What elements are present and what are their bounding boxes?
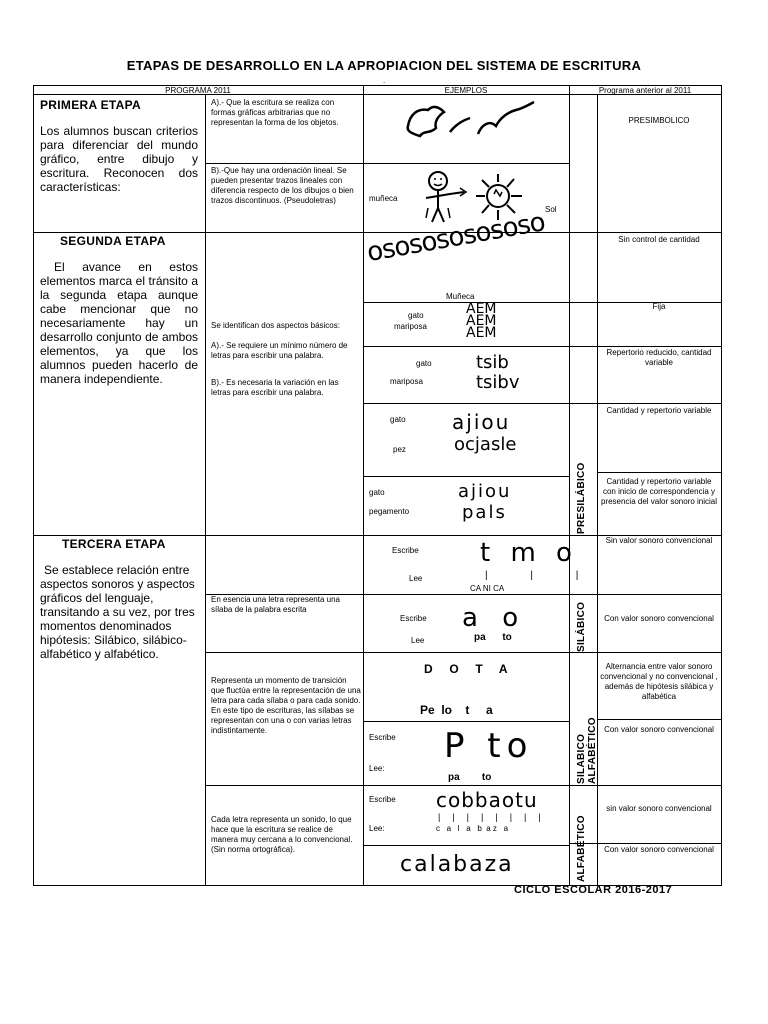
reading-calabaza: c a l a b a z a bbox=[436, 824, 509, 833]
reading-caniCA: CA NI CA bbox=[470, 584, 505, 593]
example-label-gato-1: gato bbox=[408, 311, 424, 320]
example-label-gato-4: gato bbox=[369, 488, 385, 497]
handwriting-tmo: t m o bbox=[480, 538, 578, 568]
example-label-pegamento: pegamento bbox=[369, 507, 410, 516]
vertical-label-presilabico: PRESILÁBICO bbox=[576, 462, 587, 534]
prev-fija: Fija bbox=[652, 302, 666, 311]
handwriting-ao: a o bbox=[462, 603, 527, 633]
example-label-gato-2: gato bbox=[416, 359, 432, 368]
prev-con-valor-sonoro-2: Con valor sonoro convencional bbox=[604, 725, 714, 734]
reading-marks-1: | | | bbox=[485, 570, 599, 581]
handwriting-ajiou-1: ajiou bbox=[452, 410, 511, 434]
vertical-label-silabico: SILÁBICO bbox=[576, 601, 587, 652]
segunda-desc-intro: Se identifican dos aspectos básicos: bbox=[211, 321, 340, 330]
reading-pato-1: pa to bbox=[474, 632, 512, 643]
footer-ciclo-escolar: CICLO ESCOLAR 2016-2017 bbox=[514, 884, 673, 896]
reading-marks-2: |||||||| bbox=[438, 812, 553, 822]
handwriting-ocjasle: ocjasle bbox=[454, 434, 517, 455]
primera-etapa-text: Los alumnos buscan criterios para diferenciar del mundo gráfico, entre dibujo y escritura. Reconocen dos características: bbox=[40, 124, 198, 194]
prev-cantidad-repertorio-inicio: Cantidad y repertorio variable con inicio de correspondencia y presencia del valor sonoro inicial bbox=[600, 477, 718, 506]
primera-etapa-title: PRIMERA ETAPA bbox=[40, 98, 142, 112]
tercera-etapa-text: Se establece relación entre aspectos sonoros y aspectos gráficos del lenguaje, transitando a su vez, por tres momentos denominados hipótesis: Silábico, silábico-alfabético y alfabético. bbox=[40, 563, 195, 661]
vertical-label-silabico-alfabetico: SILABICO ALFABÉTICO bbox=[576, 717, 598, 784]
example-label-sol: Sol bbox=[545, 205, 557, 214]
handwriting-aem-line: AEM bbox=[466, 325, 497, 341]
handwriting-pseudoletras: ososososososo bbox=[364, 207, 547, 268]
label-lee-4: Lee: bbox=[369, 824, 385, 833]
tercera-desc-alfabetico: Cada letra representa un sonido, lo que hace que la escritura se realice de manera muy cercana a lo convencional. (Sin norma ortográfica). bbox=[211, 815, 353, 854]
label-lee-3: Lee: bbox=[369, 764, 385, 773]
header-programa-anterior: Programa anterior al 2011 bbox=[598, 86, 692, 95]
primera-desc-a: A).- Que la escritura se realiza con formas gráficas arbitrarias que no representan la forma de los objetos. bbox=[211, 98, 339, 127]
stick-figure-drawing bbox=[420, 170, 468, 228]
reading-pato-2: pa to bbox=[448, 772, 492, 783]
example-dota: D O T A bbox=[424, 662, 508, 676]
example-label-mariposa-2: mariposa bbox=[390, 377, 423, 386]
segunda-etapa-title: SEGUNDA ETAPA bbox=[60, 234, 166, 248]
label-escribe-1: Escribe bbox=[392, 546, 419, 555]
segunda-etapa-text: El avance en estos elementos marca el tránsito a la segunda etapa aunque cabe mencionar que no necesariamente hay un desarrollo conjunto de ambos elementos, ya que los alumnos pueden hacerlo de manera independiente. bbox=[40, 260, 198, 386]
scribble-drawing bbox=[400, 100, 540, 146]
label-lee-2: Lee bbox=[411, 636, 425, 645]
prev-sin-valor-sonoro-1: Sin valor sonoro convencional bbox=[605, 536, 713, 545]
segunda-desc-a: A).- Se requiere un mínimo número de letras para escribir una palabra. bbox=[211, 341, 348, 360]
handwriting-tsibv: tsibv bbox=[476, 372, 520, 393]
handwriting-calabaza: calabaza bbox=[400, 852, 514, 877]
example-label-gato-3: gato bbox=[390, 415, 406, 424]
handwriting-aem-line: AEM bbox=[466, 313, 497, 329]
header-programa-2011: PROGRAMA 2011 bbox=[165, 86, 231, 95]
prev-presimbolico: PRESIMBOLICO bbox=[628, 116, 690, 125]
segunda-desc-b: B).- Es necesaria la variación en las letras para escribir una palabra. bbox=[211, 378, 339, 397]
example-label-pez: pez bbox=[393, 445, 406, 454]
prev-repertorio-reducido: Repertorio reducido, cantidad variable bbox=[606, 348, 712, 367]
label-escribe-2: Escribe bbox=[400, 614, 427, 623]
prev-sin-control-cantidad: Sin control de cantidad bbox=[618, 235, 700, 244]
example-pelota: Pe lo t a bbox=[420, 703, 493, 717]
label-lee-1: Lee bbox=[409, 574, 423, 583]
tercera-etapa-title: TERCERA ETAPA bbox=[62, 537, 166, 551]
handwriting-ajiou-2: ajiou bbox=[458, 481, 512, 502]
header-ejemplos: EJEMPLOS bbox=[444, 86, 488, 95]
page-title: ETAPAS DE DESARROLLO EN LA APROPIACION DEL SISTEMA DE ESCRITURA bbox=[126, 58, 642, 73]
label-escribe-3: Escribe bbox=[369, 733, 396, 742]
handwriting-pto: P to bbox=[444, 726, 534, 766]
prev-alternancia: Alternancia entre valor sonoro convencional y no convencional , además de hipótesis silábica y alfabética bbox=[600, 662, 718, 701]
decorative-dot: . bbox=[383, 76, 386, 85]
primera-desc-b: B).-Que hay una ordenación lineal. Se pueden presentar trazos lineales con diferencia respecto de los dibujos o bien trazos discontinuos. (Pseudoletras) bbox=[211, 166, 354, 205]
tercera-desc-silabico-alfabetico: Representa un momento de transición que fluctúa entre la representación de una letra para cada sílaba o para cada sonido. En este tipo de escrituras, las sílabas se representan con una o con varias letras indistintamente. bbox=[211, 676, 361, 735]
label-escribe-4: Escribe bbox=[369, 795, 396, 804]
prev-cantidad-repertorio-variable: Cantidad y repertorio variable bbox=[606, 406, 712, 415]
handwriting-pals: pals bbox=[462, 502, 507, 523]
handwriting-aem bbox=[466, 303, 497, 339]
example-label-muneca: muñeca bbox=[369, 194, 398, 203]
handwriting-tsib: tsib bbox=[476, 352, 509, 373]
example-label-mariposa-1: mariposa bbox=[394, 322, 427, 331]
vertical-label-alfabetico: ALFABÉTICO bbox=[576, 815, 587, 882]
tercera-desc-silabico: En esencia una letra representa una sílaba de la palabra escrita bbox=[211, 595, 340, 614]
handwriting-cobbaotu: cobbaotu bbox=[436, 788, 538, 812]
handwriting-aem-line: AEM bbox=[466, 301, 497, 317]
prev-con-valor-sonoro-3: Con valor sonoro convencional bbox=[604, 845, 714, 854]
prev-con-valor-sonoro-1: Con valor sonoro convencional bbox=[604, 614, 714, 623]
example-label-muneca-2: Muñeca bbox=[446, 292, 475, 301]
prev-sin-valor-sonoro-2: sin valor sonoro convencional bbox=[606, 804, 712, 813]
